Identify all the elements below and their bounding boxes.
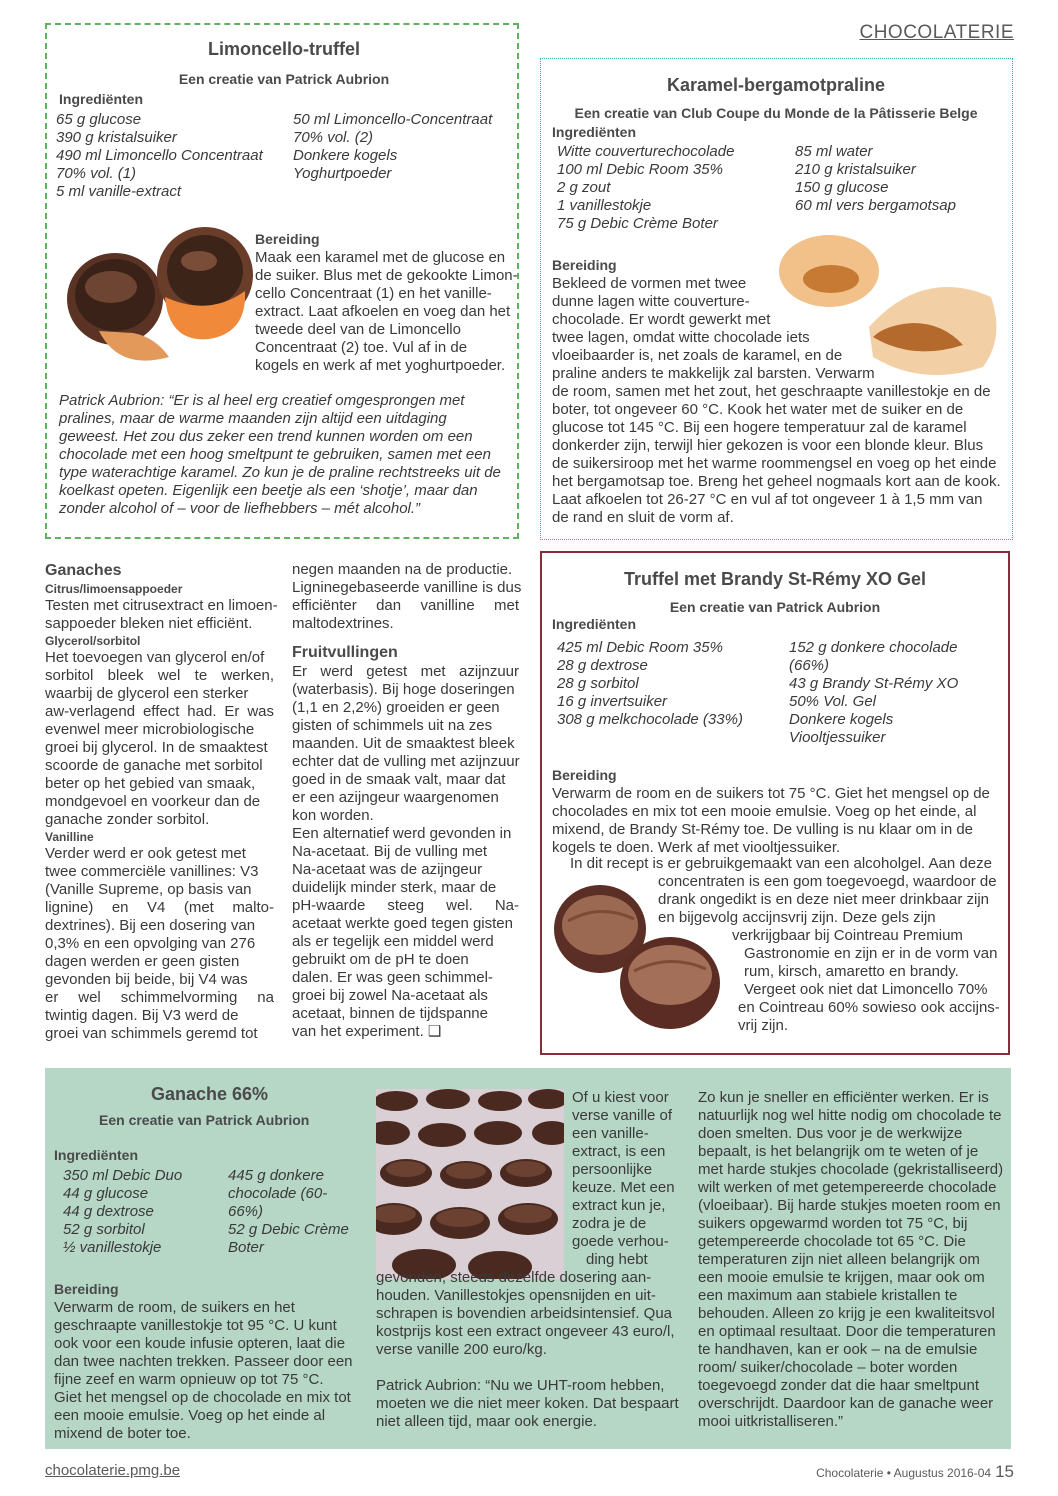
preparation-text xyxy=(255,249,518,375)
alcohol-gel-line: vrij zijn. xyxy=(738,1017,789,1034)
ingredient-line: 308 g melkchocolade (33%) xyxy=(557,711,743,728)
karamel-recipe-box xyxy=(540,58,1013,540)
ingredient-line: Donkere kogels xyxy=(789,711,894,728)
preparation-line: praline anders te makkelijk zal barsten. Verwarm xyxy=(552,365,875,382)
ganache-right-line: met harde stukjes chocolade (gekristalliseerd) xyxy=(698,1161,1004,1178)
ingredient-line: Boter xyxy=(228,1239,264,1256)
article-line: gevonden bij beide, bij V4 was xyxy=(45,971,248,988)
article-line: Testen met citrusextract en limoen- xyxy=(45,597,278,614)
preparation-line: de suikersiroop met het warme roommengsel en voeg op het einde xyxy=(552,455,997,472)
issue-info xyxy=(816,1462,1014,1482)
alcohol-gel-line: Vergeet ook niet dat Limoncello 70% xyxy=(744,981,988,998)
ingredient-line: 60 ml vers bergamotsap xyxy=(795,197,956,214)
article-line: Na-acetaat was de azijngeur xyxy=(292,861,483,878)
article-line: waarbij de glycerol een sterker xyxy=(45,685,249,702)
preparation-line: dunne lagen witte couverture- xyxy=(552,293,750,310)
ingredient-line: 2 g zout xyxy=(557,179,611,196)
vanilla-side-line: persoonlijke xyxy=(572,1161,653,1178)
article-line: gisten of schimmels uit na zes xyxy=(292,717,493,734)
preparation-line: tweede deel van de Limoncello xyxy=(255,321,461,338)
article-line: twee commerciële vanillines: V3 xyxy=(45,863,259,880)
article-line: duidelijk minder sterk, maar de xyxy=(292,879,497,896)
ingredient-line: 390 g kristalsuiker xyxy=(56,129,177,146)
article-subheading: Glycerol/sorbitol xyxy=(45,634,141,648)
article-line: van het experiment. ❑ xyxy=(292,1023,442,1040)
ingredients-right xyxy=(789,639,958,747)
preparation-line: mixend de boter toe. xyxy=(54,1425,191,1442)
ingredient-line: 70% vol. (1) xyxy=(56,165,137,182)
ingredient-line: 28 g dextrose xyxy=(557,657,648,674)
article-line: scoorde de ganache met sorbitol xyxy=(45,757,263,774)
ganache-right-line: mooi uitkristalliseren.” xyxy=(698,1413,844,1430)
article-line: Na-acetaat. Bij de vulling met xyxy=(292,843,488,860)
ganache-right-line: suikers opgewarmd worden tot 75 °C, bij xyxy=(698,1215,968,1232)
quote-line: zonder alcohol of – voor de liefhebbers – mét alcohol.” xyxy=(59,500,421,517)
ingredient-line: 445 g donkere xyxy=(228,1167,324,1184)
preparation-line: Verwarm de room, de suikers en het xyxy=(54,1299,295,1316)
ganache-right-line: te handhaven, kan er ook – na de emulsie xyxy=(698,1341,978,1358)
quote-line: pralines, maar de warme maanden zijn altijd een uitdaging xyxy=(59,410,447,427)
preparation-heading: Bereiding xyxy=(255,231,320,247)
ingredient-line: 65 g glucose xyxy=(56,111,142,128)
article-line: Er werd getest met azijnzuur xyxy=(292,663,519,680)
vanilla-side-line: Of u kiest voor xyxy=(572,1089,669,1106)
article-line: groei bij zowel Na-acetaat als xyxy=(292,987,488,1004)
ingredient-line: ½ vanillestokje xyxy=(63,1239,162,1256)
article-column-1 xyxy=(45,561,278,1043)
preparation-line: geschraapte vanillestokje tot 95 °C. U kunt xyxy=(54,1317,337,1334)
article-line: evenwel meer microbiologische xyxy=(45,721,255,738)
vanilla-side-line: verse vanille of xyxy=(572,1107,673,1124)
ganache-recipe-panel xyxy=(45,1068,1011,1449)
vanilla-line: verse vanille 200 euro/kg. xyxy=(376,1341,547,1358)
quote-line: moeten we die niet meer koken. Dat bespaart xyxy=(376,1395,679,1412)
ingredient-line: 52 g sorbitol xyxy=(63,1221,145,1238)
ingredients-heading: Ingrediënten xyxy=(59,91,144,107)
aubrion-quote xyxy=(376,1377,679,1431)
ingredient-line: 150 g glucose xyxy=(795,179,889,196)
preparation-line: de room, samen met het zout, het geschraapte vanillestokje en de xyxy=(552,383,991,400)
preparation-line: Laat afkoelen tot 26-27 °C en vul af tot ongeveer 1 à 1,5 mm van xyxy=(552,491,983,508)
article-line: als er tegelijk een middel werd xyxy=(292,933,494,950)
article-line: lignine) en V4 (met malto- xyxy=(45,899,274,916)
article-line: maanden. Uit de smaaktest bleek xyxy=(292,735,515,752)
alcohol-gel-line: concentraten is een gom toegevoegd, waardoor de xyxy=(658,873,997,890)
ingredient-line: 100 ml Debic Room 35% xyxy=(557,161,723,178)
recipe-title: Limoncello-truffel xyxy=(208,39,360,59)
article-line: pH-waarde steeg wel. Na- xyxy=(292,897,519,914)
vanilla-side-line: extract, is een xyxy=(572,1143,666,1160)
quote-line: geweest. Het zou dus zeker een trend kunnen worden om een xyxy=(59,428,473,445)
article-line: negen maanden na de productie. xyxy=(292,561,513,578)
vanilla-side-line: keuze. Met een xyxy=(572,1179,675,1196)
vanilla-line: gevonden, steeds dezelfde dosering aan- xyxy=(376,1269,652,1286)
quote-line: Patrick Aubrion: “Er is al heel erg creatief omgesprongen met xyxy=(59,392,465,409)
preparation-line: chocolade. Er wordt gewerkt met xyxy=(552,311,771,328)
article-line: aw-verlagend effect had. Er was xyxy=(45,703,274,720)
issue-label: Chocolaterie • Augustus 2016-04 xyxy=(816,1466,992,1480)
ganache-right-line: en optimaal resultaat. Door die temperaturen xyxy=(698,1323,996,1340)
article-heading: Ganaches xyxy=(45,562,122,579)
article-line: groei van schimmels geremd tot xyxy=(45,1025,258,1042)
ingredient-line: 210 g kristalsuiker xyxy=(795,161,916,178)
article-line: ganache zonder sorbitol. xyxy=(45,811,210,828)
preparation-line: Maak een karamel met de glucose en xyxy=(255,249,506,266)
article-line: mondgevoel en voorkeur dan de xyxy=(45,793,261,810)
preparation-line: kogels te doen. Werk af met viooltjessuiker. xyxy=(552,839,841,856)
preparation-line: de suiker. Blus met de gekookte Limon- xyxy=(255,267,518,284)
ingredient-line: 75 g Debic Crème Boter xyxy=(557,215,718,232)
preparation-line: vloeibaarder is, net zoals de karamel, en de xyxy=(552,347,843,364)
article-line: acetaat, binnen de tijdspanne xyxy=(292,1005,488,1022)
preparation-text xyxy=(54,1299,353,1443)
article-line: 0,3% en een opvolging van 276 xyxy=(45,935,256,952)
vanilla-line: kostprijs kost een extract ongeveer 43 euro/l, xyxy=(376,1323,675,1340)
ingredients-right xyxy=(293,111,492,183)
ingredient-line: Viooltjessuiker xyxy=(789,729,886,746)
ingredient-line: 44 g dextrose xyxy=(63,1203,154,1220)
ganache-right-line: bepaalt, is het belangrijk om te weten of je xyxy=(698,1143,979,1160)
article-line: goed in de smaak valt, maar dat xyxy=(292,771,506,788)
preparation-line: glucose tot 145 °C. Bij een hogere temperatuur zal de karamel xyxy=(552,419,967,436)
ingredient-line: 1 vanillestokje xyxy=(557,197,652,214)
alcohol-gel-line: en bijgevolg accijnsvrij zijn. Deze gels zijn xyxy=(658,909,936,926)
ingredients-right xyxy=(795,143,956,215)
quote-text xyxy=(59,392,501,518)
ganache-right-line: doen smelten. Dus voor je de werkwijze xyxy=(698,1125,963,1142)
article-line: twintig dagen. Bij V3 werd de xyxy=(45,1007,239,1024)
article-line: Ligninegebaseerde vanilline is dus xyxy=(292,579,522,596)
preparation-line: kogels en werk af met yoghurtpoeder. xyxy=(255,357,506,374)
vanilla-side-line: extract kun je, xyxy=(572,1197,666,1214)
article-line: acetaat werkte goed tegen gisten xyxy=(292,915,513,932)
article-line: Het toevoegen van glycerol en/of xyxy=(45,649,265,666)
ingredient-line: Witte couverturechocolade xyxy=(557,143,735,160)
chocolate-discs-photo xyxy=(376,1089,564,1279)
page-number: 15 xyxy=(995,1462,1014,1481)
article-subheading: Vanilline xyxy=(45,830,94,844)
vanilla-side-line: zodra je de xyxy=(572,1215,647,1232)
ganache-right-line: getempereerde chocolade tot 65 °C. Die xyxy=(698,1233,966,1250)
article-line: (waterbasis). Bij hoge doseringen xyxy=(292,681,515,698)
article-line: (Vanille Supreme, op basis van xyxy=(45,881,252,898)
ingredients-heading: Ingrediënten xyxy=(54,1147,139,1163)
ingredients-right xyxy=(228,1167,349,1257)
recipe-subtitle: Een creatie van Club Coupe du Monde de la Pâtisserie Belge xyxy=(574,105,978,121)
article-line: Verder werd er ook getest met xyxy=(45,845,246,862)
ganache-right-text xyxy=(698,1089,1003,1431)
preparation-heading: Bereiding xyxy=(54,1281,119,1297)
alcohol-gel-line: drank ongedikt is en deze niet meer drinkbaar zijn xyxy=(658,891,990,908)
preparation-line: Bekleed de vormen met twee xyxy=(552,275,747,292)
ingredient-line: Yoghurtpoeder xyxy=(293,165,392,182)
alcohol-gel-line: rum, kirsch, amaretto en brandy. xyxy=(744,963,959,980)
ingredient-line: (66%) xyxy=(789,657,830,674)
alcohol-gel-line: In dit recept is er gebruikgemaakt van een alcoholgel. Aan deze xyxy=(570,855,992,872)
truffel-recipe-box xyxy=(540,551,1010,1055)
preparation-line: mixend, de Brandy St-Rémy toe. De vulling is nu klaar om in de xyxy=(552,821,974,838)
article-spacer xyxy=(292,633,519,643)
alcohol-gel-line: en Cointreau 60% sowieso ook accijns- xyxy=(738,999,1000,1016)
preparation-line: Giet het mengsel op de chocolade en mix tot xyxy=(54,1389,351,1406)
ingredient-line: 50 ml Limoncello-Concentraat xyxy=(293,111,493,128)
preparation-line: extract. Laat afkoelen en voeg dan het xyxy=(255,303,511,320)
article-line: gebruikt om de pH te doen xyxy=(292,951,469,968)
ingredients-left xyxy=(56,111,263,201)
ganache-right-line: behouden. Alleen zo krijg je een kwaliteitsvol xyxy=(698,1305,995,1322)
ganache-right-line: (vloeibaar). Bij harde stukjes moeten room en xyxy=(698,1197,1001,1214)
preparation-line: Verwarm de room en de suikers tot 75 °C. Giet het mengsel op de xyxy=(552,785,990,802)
ingredient-line: 425 ml Debic Room 35% xyxy=(557,639,723,656)
article-line: dextrines). Bij een dosering van xyxy=(45,917,256,934)
ingredient-line: Donkere kogels xyxy=(293,147,398,164)
ingredient-line: 5 ml vanille-extract xyxy=(56,183,182,200)
ganache-right-line: wilt werken of met getempereerde chocolade xyxy=(698,1179,997,1196)
ingredients-left xyxy=(557,143,734,233)
quote-line: chocolade met een hoog smeltpunt te gebruiken, samen met een xyxy=(59,446,491,463)
article-line: maltodextrines. xyxy=(292,615,394,632)
ingredients-left xyxy=(557,639,743,729)
preparation-line: cello Concentraat (1) en het vanille- xyxy=(255,285,492,302)
ingredient-line: 70% vol. (2) xyxy=(293,129,374,146)
alcohol-gel-line: Gastronomie en zijn er in de vorm van xyxy=(744,945,998,962)
website-link[interactable]: chocolaterie.pmg.be xyxy=(45,1462,181,1479)
article-subheading: Citrus/limoensappoeder xyxy=(45,582,183,596)
recipe-subtitle: Een creatie van Patrick Aubrion xyxy=(178,71,390,87)
article-line: efficiënter dan vanilline met xyxy=(292,597,519,614)
preparation-text xyxy=(552,785,990,857)
article-line: sorbitol bleek wel te werken, xyxy=(45,667,274,684)
recipe-title: Truffel met Brandy St-Rémy XO Gel xyxy=(623,569,927,589)
limoncello-recipe-box xyxy=(45,23,519,539)
ganache-right-line: natuurlijk nog wel hitte nodig om chocolade te xyxy=(698,1107,1002,1124)
ganache-right-line: een maximum aan stabiele kristallen te xyxy=(698,1287,958,1304)
article-column-2 xyxy=(292,561,522,1041)
recipe-title: Karamel-bergamotpraline xyxy=(666,75,886,95)
preparation-line: twee lagen, omdat witte chocolade iets xyxy=(552,329,810,346)
article-line: Een alternatief werd gevonden in xyxy=(292,825,512,842)
preparation-line: de rand en sluit de vorm af. xyxy=(552,509,734,526)
article-line: echter dat de vulling met azijnzuur xyxy=(292,753,520,770)
ganache-right-line: temperaturen zijn niet alleen belangrijk om xyxy=(698,1251,980,1268)
article-line: beter op het gebied van smaak, xyxy=(45,775,256,792)
preparation-line: fijne zeef en warm opnieuw op tot 75 °C. xyxy=(54,1371,324,1388)
ingredient-line: 16 g invertsuiker xyxy=(557,693,668,710)
article-line: groei bij glycerol. In de smaaktest xyxy=(45,739,268,756)
recipe-title: Ganache 66% xyxy=(151,1084,269,1104)
preparation-text xyxy=(552,275,1001,527)
vanilla-side-line: goede verhou- xyxy=(572,1233,669,1250)
article-line: (1,1 en 2,2%) groeiden er geen xyxy=(292,699,500,716)
vanilla-side-line: een vanille- xyxy=(572,1125,649,1142)
recipe-subtitle: Een creatie van Patrick Aubrion xyxy=(669,599,881,615)
ganache-right-line: room/ suiker/chocolade – boter worden xyxy=(698,1359,958,1376)
ingredient-line: 490 ml Limoncello Concentraat xyxy=(56,147,263,164)
ganache-right-line: een mooie emulsie te krijgen, maar ook om xyxy=(698,1269,985,1286)
alcohol-gel-text xyxy=(542,855,1008,1035)
ingredient-line: 52 g Debic Crème xyxy=(228,1221,349,1238)
ingredients-heading: Ingrediënten xyxy=(552,616,637,632)
article-heading: Fruitvullingen xyxy=(292,644,398,661)
ganache-right-line: Zo kun je sneller en efficiënter werken. Er is xyxy=(698,1089,989,1106)
preparation-heading: Bereiding xyxy=(552,767,617,783)
quote-line: Patrick Aubrion: “Nu we UHT-room hebben, xyxy=(376,1377,665,1394)
quote-line: niet alleen tijd, maar ook energie. xyxy=(376,1413,597,1430)
alcohol-gel-line: verkrijgbaar bij Cointreau Premium xyxy=(732,927,963,944)
preparation-line: boter, tot ongeveer 60 °C. Kook het water met de suiker en de xyxy=(552,401,964,418)
vanilla-line: schrapen is bovendien arbeidsintensief. Qua xyxy=(376,1305,673,1322)
vanilla-text xyxy=(376,1269,675,1359)
section-label[interactable]: CHOCOLATERIE xyxy=(859,22,1014,43)
ganache-right-line: overschrijdt. Daardoor kan de ganache weer xyxy=(698,1395,994,1412)
article-line: dalen. Er was geen schimmel- xyxy=(292,969,493,986)
ingredients-left xyxy=(63,1167,182,1257)
ingredient-line: 85 ml water xyxy=(795,143,873,160)
preparation-heading: Bereiding xyxy=(552,257,617,273)
ingredient-line: 50% Vol. Gel xyxy=(789,693,876,710)
preparation-line: chocolades en mix tot een mooie emulsie. Voeg op het einde, al xyxy=(552,803,977,820)
ingredient-line: 152 g donkere chocolade xyxy=(789,639,958,656)
ingredient-line: 350 ml Debic Duo xyxy=(63,1167,183,1184)
vanilla-side-line: ding hebt xyxy=(586,1251,648,1268)
quote-line: koelkast opeten. Eigenlijk een beetje als een ‘shotje’, maar dan xyxy=(59,482,478,499)
ingredient-line: 28 g sorbitol xyxy=(557,675,639,692)
article-line: er wel schimmelvorming na xyxy=(45,989,274,1006)
vanilla-line: houden. Vanillestokjes opensnijden en uit- xyxy=(376,1287,656,1304)
ingredients-heading: Ingrediënten xyxy=(552,124,637,140)
article-line: sappoeder bleken niet efficiënt. xyxy=(45,615,253,632)
ingredient-line: 66%) xyxy=(228,1203,264,1220)
quote-line: type waterachtige karamel. Zo kun je de praline rechtstreeks uit de xyxy=(59,464,501,481)
vanilla-side-text xyxy=(572,1089,675,1269)
limoncello-truffle-photo xyxy=(59,221,259,371)
preparation-line: Concentraat (2) toe. Vul af in de xyxy=(255,339,468,356)
ingredient-line: 43 g Brandy St-Rémy XO xyxy=(789,675,959,692)
ganache-right-line: toegevoegd zonder dat die haar smeltpunt xyxy=(698,1377,980,1394)
article-line: er een azijngeur waargenomen xyxy=(292,789,499,806)
preparation-line: een mooie emulsie. Voeg op het einde al xyxy=(54,1407,326,1424)
article-line: dagen werden er geen gisten xyxy=(45,953,240,970)
preparation-line: dan twee nachten trekken. Passeer door een xyxy=(54,1353,353,1370)
preparation-line: het bergamotsap toe. Breng het geheel nogmaals kort aan de kook. xyxy=(552,473,1001,490)
article-line: kon worden. xyxy=(292,807,374,824)
preparation-line: donkerder zijn, terwijl hier gekozen is voor een blonde kleur. Blus xyxy=(552,437,984,454)
ingredient-line: chocolade (60- xyxy=(228,1185,328,1202)
recipe-subtitle: Een creatie van Patrick Aubrion xyxy=(99,1112,310,1128)
ingredient-line: 44 g glucose xyxy=(63,1185,149,1202)
preparation-line: ook voor een koude infusie opteren, laat die xyxy=(54,1335,346,1352)
